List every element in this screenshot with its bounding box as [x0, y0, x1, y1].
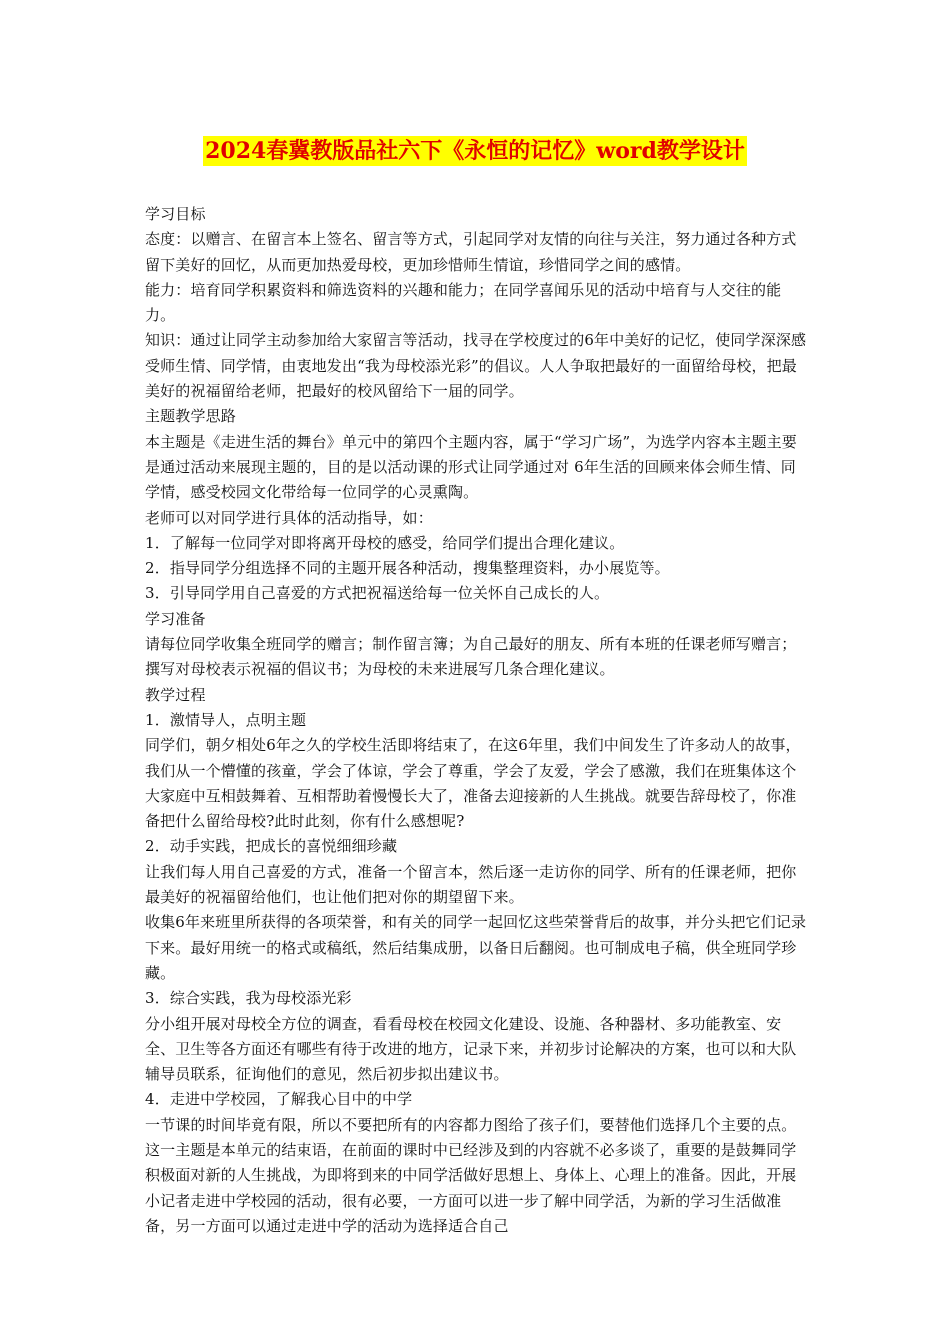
step-1-heading: 1．激情导人，点明主题 [145, 710, 307, 729]
paragraph-attitude: 态度：以赠言、在留言本上签名、留言等方式，引起同学对友情的向往与关注，努力通过各种方式留下美好的回忆，从而更加热爱母校，更加珍惜师生情谊，珍惜同学之间的感情。 [145, 230, 797, 274]
list-item-guidance-3: 3．引导同学用自己喜爱的方式把祝福送给每一位关怀自己成长的人。 [145, 584, 610, 603]
step-2-text-2: 收集6年来班里所获得的各项荣誉，和有关的同学一起回忆这些荣誉背后的故事，并分头把它们记录下来。最好用统一的格式或稿纸，然后结集成册，以备日后翻阅。也可制成电子稿，供全班同学珍藏。 [145, 913, 807, 982]
document-body [145, 202, 810, 1239]
step-3-heading: 3．综合实践，我为母校添光彩 [145, 989, 352, 1008]
paragraph-preparation: 请每位同学收集全班同学的赠言；制作留言簿；为自己最好的朋友、所有本班的任课老师写赠言；撰写对母校表示祝福的倡议书；为母校的未来进展写几条合理化建议。 [145, 635, 797, 679]
step-1-text: 同学们，朝夕相处6年之久的学校生活即将结束了，在这6年里，我们中间发生了许多动人的故事，我们从一个懵懂的孩童，学会了体谅，学会了尊重，学会了友爱，学会了感激，我们在班集体这个大家庭中互相鼓舞着、互相帮助着慢慢长大了，准备去迎接新的人生挑战。就要告辞母校了，你准备把什么留给母校?此时此刻，你有什么感想呢? [145, 736, 801, 831]
document-title: 2024春冀教版品社六下《永恒的记忆》word教学设计 [205, 138, 745, 164]
heading-learning-goals: 学习目标 [145, 205, 206, 223]
heading-preparation: 学习准备 [145, 609, 206, 628]
step-4-heading: 4．走进中学校园，了解我心目中的中学 [145, 1090, 413, 1109]
step-2-text-1: 让我们每人用自己喜爱的方式，准备一个留言本，然后逐一走访你的同学、所有的任课老师，把你最美好的祝福留给他们，也让他们把对你的期望留下来。 [145, 862, 797, 907]
paragraph-guidance-intro: 老师可以对同学进行具体的活动指导，如： [145, 508, 433, 527]
title-container [0, 136, 950, 166]
heading-teaching-approach: 主题教学思路 [145, 407, 236, 426]
paragraph-ability: 能力：培育同学积累资料和筛选资料的兴趣和能力；在同学喜闻乐见的活动中培育与人交往的能力。 [145, 280, 782, 325]
step-4-text: 一节课的时间毕竟有限，所以不要把所有的内容都力图给了孩子们，要替他们选择几个主要的点。这一主题是本单元的结束语，在前面的课时中已经涉及到的内容就不必多谈了，重要的是鼓舞同学积极面对新的人生挑战，为即将到来的中同学活做好思想上、身体上、心理上的准备。因此，开展小记者走进中学校园的活动，很有必要，一方面可以进一步了解中同学活，为新的学习生活做准备，另一方面可以通过走进中学的活动为选择适合自己 [145, 1115, 797, 1235]
step-3-text: 分小组开展对母校全方位的调查，看看母校在校园文化建设、设施、各种器材、多功能教室、安全、卫生等各方面还有哪些有待于改进的地方，记录下来，并初步讨论解决的方案，也可以和大队辅导员联系，征询他们的意见，然后初步拟出建议书。 [145, 1014, 797, 1084]
heading-teaching-process: 教学过程 [145, 685, 206, 704]
list-item-guidance-2: 2．指导同学分组选择不同的主题开展各种活动，搜集整理资料，办小展览等。 [145, 559, 670, 578]
step-2-heading: 2．动手实践，把成长的喜悦细细珍藏 [145, 837, 398, 856]
list-item-guidance-1: 1．了解每一位同学对即将离开母校的感受，给同学们提出合理化建议。 [145, 533, 625, 552]
paragraph-knowledge: 知识：通过让同学主动参加给大家留言等活动，找寻在学校度过的6年中美好的记忆，使同学深深感受师生情、同学情，由衷地发出“我为母校添光彩”的倡议。人人争取把最好的一面留给母校，把最美好的祝福留给老师，把最好的校风留给下一届的同学。 [145, 331, 807, 401]
paragraph-theme-intro: 本主题是《走进生活的舞台》单元中的第四个主题内容，属于“学习广场”，为选学内容本主题主要是通过活动来展现主题的，目的是以活动课的形式让同学通过对 6年生活的回顾来体会师生情、同学情，感受校园文化带给每一位同学的心灵熏陶。 [145, 432, 797, 502]
